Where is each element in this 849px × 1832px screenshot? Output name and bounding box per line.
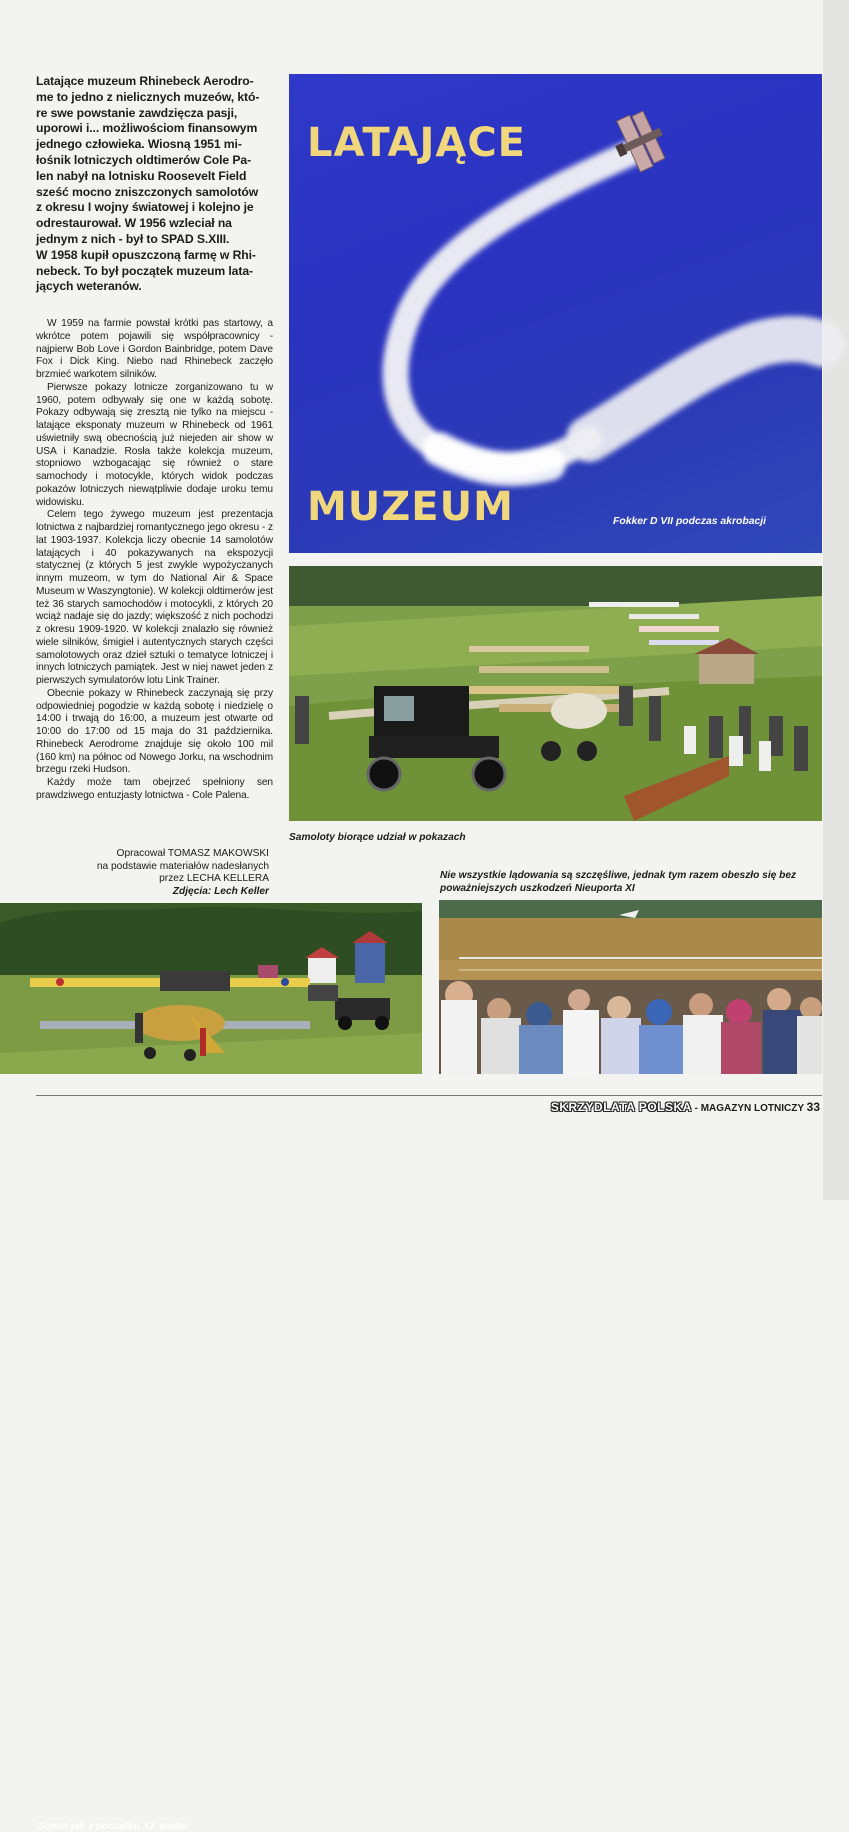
- airfield-caption: Samoloty biorące udział w pokazach: [289, 832, 466, 843]
- crash-caption: Nie wszystkie lądowania są szczęśliwe, jednak tym razem obeszło się bez poważniejszych uszkodzeń Nieuporta XI: [440, 870, 797, 894]
- page-edge: [823, 0, 849, 1200]
- lead-line: len nabył na lotnisku Roosevelt Field: [36, 168, 247, 183]
- lead-line: me to jedno z nielicznych muzeów, któ-: [36, 89, 260, 104]
- body-paragraph: Obecnie pokazy w Rhinebeck zaczynają się przy odpowiedniej pogodzie w każdą sobotę i niedzielę o 14:00 i trwają do 16:00, a muzeum jest otwarte od 10:00 do 17:00 od 15 maja do 31 października. Rhinebeck Aerodrome znajduje się około 100 mil (160 km) na północ od Nowego Jorku, na wschodnim brzegu rzeki Hudson.: [36, 687, 273, 776]
- page-footer: [520, 1100, 820, 1114]
- article-body: [36, 318, 273, 803]
- airfield-photo: [289, 566, 822, 821]
- magazine-subtitle: - MAGAZYN LOTNICZY: [691, 1103, 807, 1114]
- scene-illustration: [0, 903, 422, 1074]
- hero-title-top: LATAJĄCE: [307, 120, 526, 166]
- magazine-brand: SKRZYDLATA POLSKA: [550, 1100, 692, 1114]
- footer-rule: [36, 1095, 822, 1096]
- hero-photo: [289, 74, 822, 553]
- body-paragraph: Pierwsze pokazy lotnicze zorganizowano tu w 1960, potem odbywały się one w każdą sobotę. Pokazy odbywają się zresztą nie tylko na miejscu - latające eksponaty muzeum w Rhinebeck od 1961 uświetniły swą obecnością już niejeden air show w USA i Kanadzie. Rosła także kolekcja muzeum, stopniowo wzbogacając się również o stare samochody i motocykle, których widok podczas pokazów lotniczych niewątpliwie dodaje uroku temu widowisku.: [36, 381, 273, 508]
- credits-source: na podstawie materiałów nadesłanych: [96, 860, 269, 872]
- scene-photo: [0, 903, 422, 1832]
- lead-paragraph: [36, 74, 273, 295]
- lead-line: sześć mocno zniszczonych samolotów: [36, 184, 259, 199]
- body-paragraph: Każdy może tam obejrzeć spełniony sen prawdziwego entuzjasty lotnictwa - Cole Palena.: [36, 777, 273, 801]
- page-number: 33: [806, 1100, 820, 1114]
- lead-line: jednego człowieka. Wiosną 1951 mi-: [36, 137, 242, 152]
- hero-title-bottom: MUZEUM: [307, 484, 514, 530]
- body-paragraph: W 1959 na farmie powstał krótki pas startowy, a wkrótce potem pojawili się współpracownicy - najpierw Bob Love i Gordon Bainbridge, potem Dave Fox i Dick King. Niebo nad Rhinebeck zaczęło brzmieć warkotem silników.: [36, 318, 273, 380]
- crowd-illustration: [439, 900, 822, 1074]
- lead-line: Latające muzeum Rhinebeck Aerodro-: [36, 74, 254, 88]
- lead-line: z okresu I wojny światowej i kolejno je: [36, 200, 254, 215]
- airfield-illustration: [289, 566, 822, 821]
- article-credits: [36, 848, 269, 899]
- body-paragraph: Celem tego żywego muzeum jest prezentacja lotnictwa z najbardziej romantycznego jego okresu - z lat 1903-1937. Kolekcja liczy obecnie 14 samolotów latających i 40 pokazywanych na ekspozycji statycznej (z których 5 jest zwykle wypożyczanych innym muzeom, w tym do National Air & Space Museum w Waszyngtonie). W kolekcji oldtimerów jest też 36 starych samochodów i motocykli, z których 20 wciąż nadaje się do jazdy; większość z nich pochodzi z okresu 1909-1920. W kolekcji znalazło się również wiele silników, śmigieł i autentycznych starych części samolotowych oraz dzieł sztuki o tematyce lotniczej i innych lotniczych pamiątek. Jest w niej nawet jeden z pierwszych symulatorów lotu Link Trainer.: [36, 509, 273, 686]
- credits-photos: Zdjęcia: Lech Keller: [172, 886, 269, 898]
- lead-line: jących weteranów.: [36, 279, 142, 294]
- credits-author: Opracował TOMASZ MAKOWSKI: [116, 848, 269, 859]
- lead-line: W 1958 kupił opuszczoną farmę w Rhi-: [36, 247, 256, 262]
- lead-line: łośnik lotniczych oldtimerów Cole Pa-: [36, 152, 252, 167]
- crowd-photo: [439, 900, 822, 1074]
- lead-line: uporowi i... możliwościom finansowym: [36, 121, 258, 136]
- lead-line: jednym z nich - był to SPAD S.XIII.: [36, 231, 230, 246]
- lead-line: odrestaurował. W 1956 wzleciał na: [36, 216, 232, 231]
- scene-caption: Scena jak z początku XX wieku: [38, 1821, 188, 1832]
- credits-provider: przez LECHA KELLERA: [159, 873, 269, 885]
- hero-caption: Fokker D VII podczas akrobacji: [613, 516, 767, 527]
- lead-line: re swe powstanie zawdzięcza pasji,: [36, 105, 238, 120]
- lead-line: nebeck. To był początek muzeum lata-: [36, 263, 253, 278]
